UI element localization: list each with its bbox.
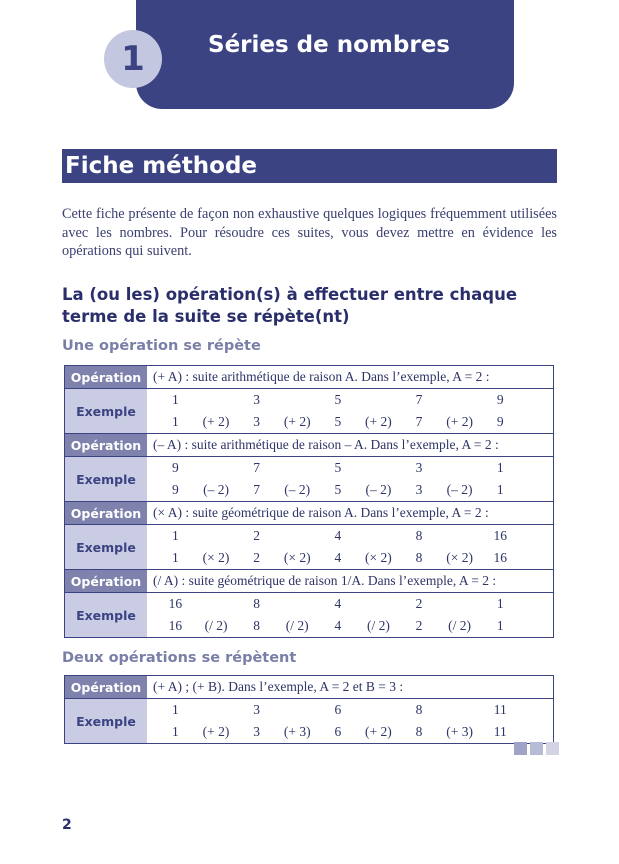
operation-step: (/ 2): [448, 618, 472, 633]
sequence-term: 6: [334, 724, 342, 739]
fiche-title: Fiche méthode: [62, 149, 557, 183]
sequence-operations-line: [147, 479, 553, 501]
operation-step: (× 2): [365, 550, 392, 565]
operation-step: (+ 2): [365, 724, 392, 739]
operation-step: (+ 2): [446, 414, 473, 429]
operation-step: (/ 2): [366, 618, 390, 633]
page-number: 2: [62, 817, 72, 833]
operation-step: (× 2): [202, 550, 230, 565]
chapter-title: Séries de nombres: [208, 32, 450, 58]
sequence-term: 3: [253, 392, 260, 407]
intro-paragraph: Cette fiche présente de façon non exhaustive quelques logiques fréquemment utilisées avec les nombres. Pour résoudre ces suites, vous devez mettre en évidence les opérations qui suivent.: [62, 206, 557, 259]
sequence-term: 7: [253, 460, 260, 475]
sequence-term: 16: [493, 550, 507, 565]
operation-step: (+ 2): [202, 414, 230, 429]
sequence-line: [147, 389, 553, 411]
sequence-term: 1: [496, 596, 504, 611]
sequence-term: 16: [168, 618, 183, 633]
sequence-term: 8: [415, 550, 423, 565]
sequence-term: 3: [415, 482, 423, 497]
operation-label: Opération: [65, 676, 148, 699]
example-label: Exemple: [65, 593, 148, 638]
sequence-term: 1: [172, 528, 179, 543]
chapter-number: 1: [104, 30, 162, 88]
operation-description: (+ A) : suite arithmétique de raison A. Dans l’exemple, A = 2 :: [147, 366, 554, 389]
sequence-term: 5: [334, 392, 342, 407]
sequence-term: 9: [172, 482, 179, 497]
operation-step: (+ 2): [202, 724, 230, 739]
sequence-term: 1: [496, 482, 504, 497]
sequence-term: 1: [172, 702, 179, 717]
sequence-term: 4: [334, 618, 342, 633]
sequence-line: [147, 457, 553, 479]
example-label: Exemple: [65, 699, 148, 744]
sequence-term: 5: [334, 414, 342, 429]
example-row: [65, 699, 554, 744]
section2-title: Deux opérations se répètent: [62, 650, 297, 666]
sequence-line: [147, 593, 553, 615]
operation-step: (+ 2): [283, 414, 311, 429]
section1-title: Une opération se répète: [62, 338, 261, 354]
sequence-term: 5: [334, 460, 342, 475]
sequence-term: 11: [493, 702, 507, 717]
sequence-term: 16: [493, 528, 507, 543]
section1-table: [64, 365, 554, 638]
sequence-term: 2: [253, 550, 260, 565]
sequence-term: 6: [334, 702, 342, 717]
operation-row: [65, 502, 554, 525]
sequence-term: 8: [415, 702, 423, 717]
example-sequence: [147, 389, 554, 434]
operation-step: (– 2): [446, 482, 473, 497]
operation-step: (– 2): [203, 482, 229, 497]
sequence-term: 2: [415, 596, 423, 611]
operation-row: [65, 570, 554, 593]
example-sequence: [147, 699, 554, 744]
sequence-operations-line: [147, 411, 553, 433]
operation-step: (+ 2): [365, 414, 392, 429]
example-sequence: [147, 457, 554, 502]
sequence-term: 3: [253, 414, 260, 429]
sequence-term: 9: [172, 460, 179, 475]
operation-description: (+ A) ; (+ B). Dans l’exemple, A = 2 et B = 3 :: [147, 676, 554, 699]
sequence-term: 9: [496, 392, 504, 407]
sequence-term: 3: [253, 702, 260, 717]
operation-step: (+ 3): [446, 724, 473, 739]
sequence-term: 7: [253, 482, 260, 497]
example-label: Exemple: [65, 457, 148, 502]
main-heading: La (ou les) opération(s) à effectuer entre chaque terme de la suite se répète(nt): [62, 285, 518, 326]
operation-description: (× A) : suite géométrique de raison A. Dans l’exemple, A = 2 :: [147, 502, 554, 525]
sequence-term: 8: [415, 528, 423, 543]
operation-description: (/ A) : suite géométrique de raison 1/A. Dans l’exemple, A = 2 :: [147, 570, 554, 593]
operation-step: (+ 3): [283, 724, 311, 739]
operation-label: Opération: [65, 502, 148, 525]
example-row: [65, 525, 554, 570]
operation-label: Opération: [65, 434, 148, 457]
sequence-term: 1: [172, 414, 179, 429]
operation-step: (/ 2): [204, 618, 228, 633]
sequence-term: 4: [334, 550, 342, 565]
operation-step: (× 2): [446, 550, 473, 565]
sequence-line: [147, 699, 553, 721]
sequence-operations-line: [147, 547, 553, 569]
square: [530, 742, 543, 755]
sequence-term: 1: [172, 724, 179, 739]
section2-table: [64, 675, 554, 744]
example-sequence: [147, 525, 554, 570]
operation-row: [65, 434, 554, 457]
sequence-term: 8: [253, 618, 260, 633]
operation-step: (× 2): [283, 550, 311, 565]
sequence-operations-line: [147, 615, 553, 637]
example-label: Exemple: [65, 389, 148, 434]
example-row: [65, 593, 554, 638]
sequence-term: 2: [415, 618, 423, 633]
operation-step: (– 2): [284, 482, 311, 497]
operation-row: [65, 676, 554, 699]
sequence-term: 5: [334, 482, 342, 497]
square: [514, 742, 527, 755]
sequence-term: 2: [253, 528, 260, 543]
operation-label: Opération: [65, 366, 148, 389]
sequence-term: 1: [172, 392, 179, 407]
example-sequence: [147, 593, 554, 638]
sequence-term: 8: [415, 724, 423, 739]
sequence-term: 4: [334, 528, 342, 543]
operation-step: (– 2): [365, 482, 392, 497]
operation-row: [65, 366, 554, 389]
sequence-term: 1: [496, 460, 504, 475]
sequence-term: 16: [168, 596, 183, 611]
sequence-operations-line: [147, 721, 553, 743]
sequence-term: 4: [334, 596, 342, 611]
sequence-line: [147, 525, 553, 547]
sequence-term: 3: [253, 724, 260, 739]
sequence-term: 1: [496, 618, 504, 633]
operation-label: Opération: [65, 570, 148, 593]
square: [546, 742, 559, 755]
sequence-term: 1: [172, 550, 179, 565]
sequence-term: 8: [253, 596, 260, 611]
sequence-term: 3: [415, 460, 423, 475]
sequence-term: 7: [415, 392, 423, 407]
example-row: [65, 389, 554, 434]
sequence-term: 9: [496, 414, 504, 429]
sequence-term: 11: [493, 724, 507, 739]
example-label: Exemple: [65, 525, 148, 570]
operation-step: (/ 2): [285, 618, 309, 633]
sequence-term: 7: [415, 414, 423, 429]
operation-description: (– A) : suite arithmétique de raison – A. Dans l’exemple, A = 2 :: [147, 434, 554, 457]
example-row: [65, 457, 554, 502]
